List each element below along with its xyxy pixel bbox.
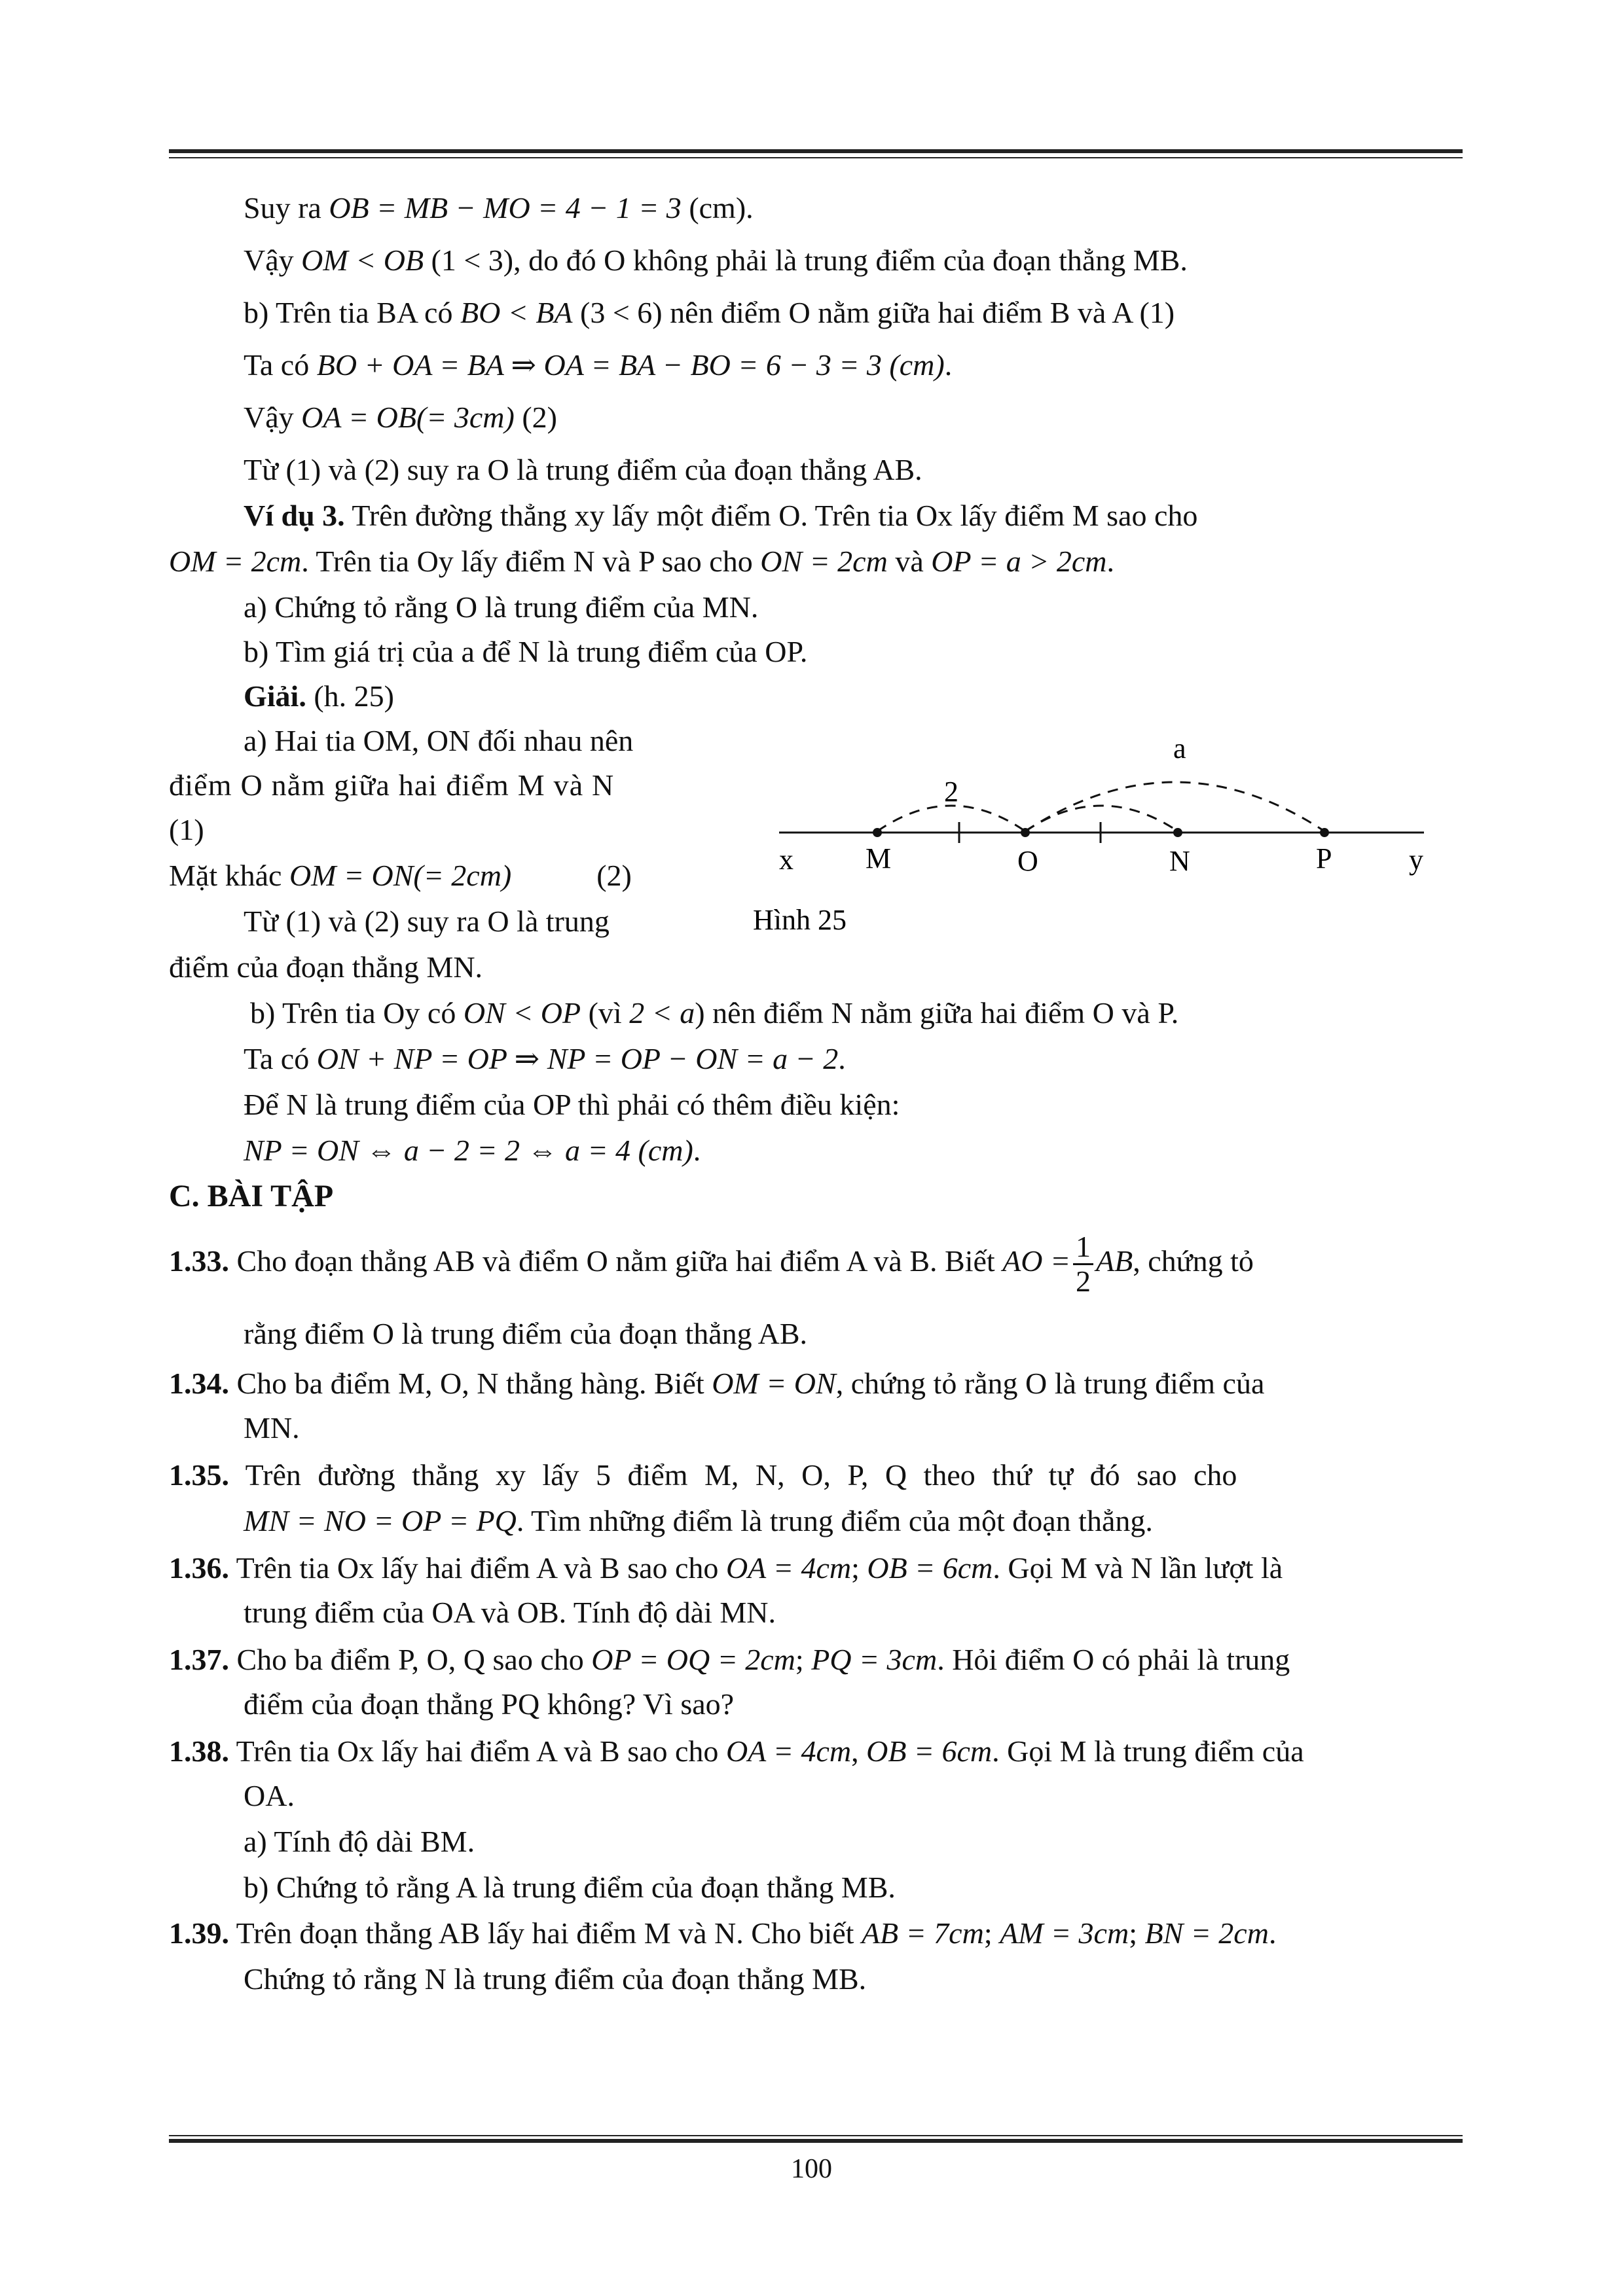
exercise-1-34-cont: MN. <box>244 1411 300 1444</box>
line-2: Vậy OM < OB (1 < 3), do đó O không phải là trung điểm của đoạn thẳng MB. <box>244 243 1188 277</box>
line-16: Từ (1) và (2) suy ra O là trung <box>244 905 610 938</box>
label-x: x <box>779 844 793 876</box>
exercise-1-33: 1.33. Cho đoạn thẳng AB và điểm O nằm giữa hai điểm A và B. Biết AO = $\frac{1}{2}$ AB, chứng tỏ <box>169 1230 1254 1298</box>
line-1: Suy ra OB = MB − MO = 4 − 1 = 3 (cm). <box>244 191 754 224</box>
line-6: Từ (1) và (2) suy ra O là trung điểm của đoạn thẳng AB. <box>244 453 922 486</box>
line-20: Để N là trung điểm của OP thì phải có thêm điều kiện: <box>244 1088 900 1121</box>
exercise-1-33-cont: rằng điểm O là trung điểm của đoạn thẳng AB. <box>244 1317 808 1350</box>
line-3: b) Trên tia BA có BO < BA (3 < 6) nên điểm O nằm giữa hai điểm B và A (1) <box>244 296 1175 329</box>
figure-caption: Hình 25 <box>753 904 847 936</box>
exercise-1-37: 1.37. Cho ba điểm P, O, Q sao cho OP = OQ = 2cm; PQ = 3cm. Hỏi điểm O có phải là trung <box>169 1643 1290 1676</box>
exercise-1-38-a: a) Tính độ dài BM. <box>244 1825 475 1858</box>
fraction-1-2: $\frac{1}{2}$ <box>1073 1230 1093 1298</box>
exercise-1-38-b: b) Chứng tỏ rằng A là trung điểm của đoạn thẳng MB. <box>244 1871 896 1904</box>
line-18: b) Trên tia Oy có ON < OP (vì 2 < a) nên điểm N nằm giữa hai điểm O và P. <box>250 996 1179 1030</box>
label-P: P <box>1316 842 1332 874</box>
exercise-1-39: 1.39. Trên đoạn thẳng AB lấy hai điểm M và N. Cho biết AB = 7cm; AM = 3cm; BN = 2cm. <box>169 1916 1277 1950</box>
line-17: điểm của đoạn thẳng MN. <box>169 950 483 984</box>
exercise-1-37-cont: điểm của đoạn thẳng PQ không? Vì sao? <box>244 1687 735 1721</box>
arc-OP <box>1025 782 1324 831</box>
label-2: 2 <box>944 776 958 808</box>
line-12: a) Hai tia OM, ON đối nhau nên <box>244 724 634 757</box>
line-4: Ta có BO + OA = BA ⇒ OA = BA − BO = 6 − 3 = 3 (cm). <box>244 348 953 382</box>
exercise-1-35-cont: MN = NO = OP = PQ. Tìm những điểm là trung điểm của một đoạn thẳng. <box>244 1504 1153 1537</box>
line-11: Giải. (h. 25) <box>244 679 394 713</box>
exercise-1-36: 1.36. Trên tia Ox lấy hai điểm A và B sao cho OA = 4cm; OB = 6cm. Gọi M và N lần lượt là <box>169 1551 1283 1585</box>
page-number: 100 <box>791 2154 832 2184</box>
line-13: điểm O nằm giữa hai điểm M và N <box>169 768 615 802</box>
label-y: y <box>1409 844 1423 876</box>
exercise-1-38-cont: OA. <box>244 1779 295 1812</box>
point-N <box>1173 828 1182 837</box>
exercise-1-36-cont: trung điểm của OA và OB. Tính độ dài MN. <box>244 1596 776 1629</box>
line-14: (1) <box>169 813 204 846</box>
label-O: O <box>1017 845 1038 877</box>
line-8: OM = 2cm. Trên tia Oy lấy điểm N và P sao cho ON = 2cm và OP = a > 2cm. <box>169 545 1114 578</box>
figure-25 <box>753 740 1447 936</box>
line-7: Ví dụ 3. Trên đường thẳng xy lấy một điểm O. Trên tia Ox lấy điểm M sao cho <box>244 499 1198 532</box>
label-N: N <box>1169 845 1190 877</box>
exercise-1-35: 1.35. Trên đường thẳng xy lấy 5 điểm M, N, O, P, Q theo thứ tự đó sao cho <box>169 1458 1237 1492</box>
header-rule-thick <box>169 149 1463 153</box>
exercise-1-39-cont: Chứng tỏ rằng N là trung điểm của đoạn thẳng MB. <box>244 1962 867 1996</box>
line-10: b) Tìm giá trị của a để N là trung điểm của OP. <box>244 635 808 668</box>
section-heading: C. BÀI TẬP <box>169 1179 334 1213</box>
line-9: a) Chứng tỏ rằng O là trung điểm của MN. <box>244 590 759 624</box>
arc-MO <box>877 806 1025 831</box>
footer-rule-thin <box>169 2135 1463 2136</box>
line-21: NP = ON ⇔ a − 2 = 2 ⇔ a = 4 (cm). <box>244 1134 701 1167</box>
line-19: Ta có ON + NP = OP ⇒ NP = OP − ON = a − 2. <box>244 1042 846 1075</box>
line-15: Mặt khác OM = ON(= 2cm) (2) <box>169 859 632 892</box>
label-M: M <box>866 842 892 874</box>
footer-rule-thick <box>169 2139 1463 2143</box>
label-a: a <box>1173 740 1186 764</box>
line-5: Vậy OA = OB(= 3cm) (2) <box>244 401 557 434</box>
header-rule-thin <box>169 157 1463 158</box>
exercise-1-34: 1.34. Cho ba điểm M, O, N thẳng hàng. Biết OM = ON, chứng tỏ rằng O là trung điểm của <box>169 1367 1265 1400</box>
exercise-1-38: 1.38. Trên tia Ox lấy hai điểm A và B sao cho OA = 4cm, OB = 6cm. Gọi M là trung điểm của <box>169 1734 1304 1768</box>
